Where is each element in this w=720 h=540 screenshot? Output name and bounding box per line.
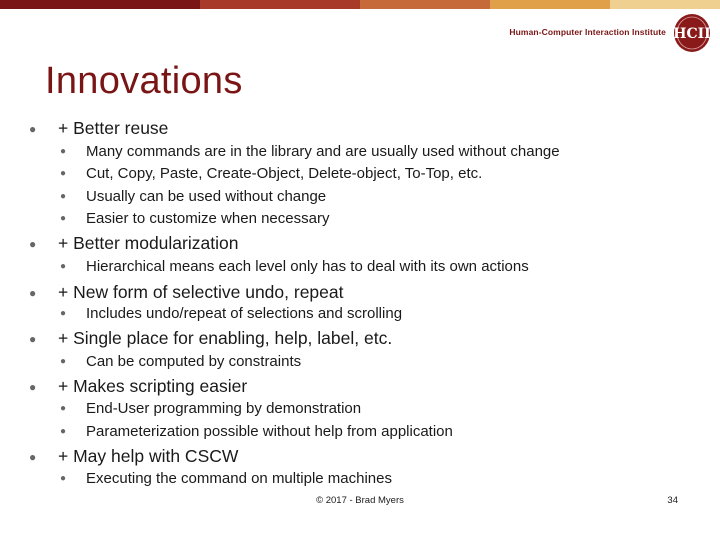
sub-bullet-icon: ● bbox=[60, 168, 67, 179]
bullet-icon: ● bbox=[29, 332, 37, 346]
bullet-item: + New form of selective undo, repeat bbox=[58, 282, 344, 302]
sub-bullet-icon: ● bbox=[60, 146, 67, 157]
sub-bullet-item: Includes undo/repeat of selections and scrolling bbox=[86, 305, 403, 322]
sub-bullet-item: Easier to customize when necessary bbox=[86, 210, 330, 227]
sub-bullet-item: Executing the command on multiple machines bbox=[86, 470, 392, 487]
bullet-icon: ● bbox=[29, 237, 37, 251]
sub-bullet-icon: ● bbox=[60, 473, 67, 484]
sub-bullet-item: Parameterization possible without help from application bbox=[86, 423, 453, 440]
sub-bullet-icon: ● bbox=[60, 403, 67, 414]
sub-bullet-item: Hierarchical means each level only has to deal with its own actions bbox=[86, 258, 529, 275]
sub-bullet-item: End-User programming by demonstration bbox=[86, 400, 362, 417]
bullet-icon: ● bbox=[29, 286, 37, 300]
bullet-item: + Single place for enabling, help, label, etc. bbox=[58, 328, 393, 348]
logo-text: HCII bbox=[673, 26, 711, 42]
sub-bullet-item: Many commands are in the library and are usually used without change bbox=[86, 143, 560, 160]
bullet-icon: ● bbox=[29, 450, 37, 464]
footer-copyright: © 2017 - Brad Myers bbox=[316, 495, 404, 506]
bullet-item: + Better modularization bbox=[58, 233, 239, 253]
sub-bullet-icon: ● bbox=[60, 213, 67, 224]
bullet-item: + Makes scripting easier bbox=[58, 376, 248, 396]
sub-bullet-icon: ● bbox=[60, 426, 67, 437]
bullet-icon: ● bbox=[29, 380, 37, 394]
sub-bullet-icon: ● bbox=[60, 356, 67, 367]
bullet-item: + Better reuse bbox=[58, 118, 169, 138]
sub-bullet-icon: ● bbox=[60, 261, 67, 272]
sub-bullet-item: Cut, Copy, Paste, Create-Object, Delete-object, To-Top, etc. bbox=[86, 165, 483, 182]
institute-name: Human-Computer Interaction Institute bbox=[509, 27, 666, 37]
sub-bullet-icon: ● bbox=[60, 191, 67, 202]
slide-title: Innovations bbox=[45, 60, 243, 102]
bullet-item: + May help with CSCW bbox=[58, 446, 239, 466]
page-number: 34 bbox=[667, 495, 678, 506]
bullet-icon: ● bbox=[29, 122, 37, 136]
sub-bullet-item: Can be computed by constraints bbox=[86, 353, 302, 370]
sub-bullet-icon: ● bbox=[60, 308, 67, 319]
sub-bullet-item: Usually can be used without change bbox=[86, 188, 327, 205]
